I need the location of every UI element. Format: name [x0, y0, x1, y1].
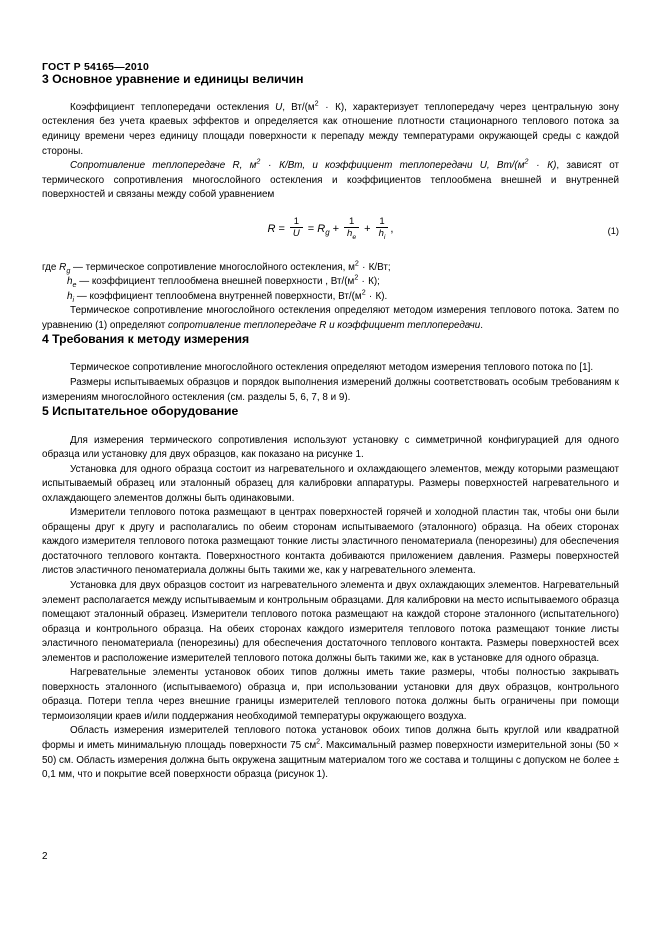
where-symbol: $R_g$ — [59, 261, 71, 275]
fraction-denominator: $h_i$ — [376, 227, 389, 240]
equation-plus-2: + — [364, 222, 371, 235]
where-definition: коэффициент теплообмена внешней поверхности , $Вт/(м^2 \cdot К)$; — [91, 273, 380, 288]
where-definition: коэффициент теплообмена внутренней поверхности, $Вт/(м^2 \cdot К)$. — [89, 288, 388, 302]
where-item-hi — [42, 290, 619, 304]
paragraph-5-1: Для измерения термического сопротивления используют установку с симметричной конфигурацией для одного образца или установку для двух образцов, как показано на рисунке 1. — [42, 434, 619, 461]
paragraph-5-3: Измерители теплового потока размещают в центрах поверхностей горячей и холодной пластин так, чтобы они были обращены друг к другу и располагались по обеим сторонам испытываемого (эталонного) образца. На обеих сторонах каждого измерителя теплового потока размещают тонкие листы эластичного пеноматериала (пенорезины) для обеспечения достаточного теплового контакта. Поверхностного контакта добиваются приложением давления. Размеры поверхностей листов эластичного пеноматериала должны быть такими же, как у нагревательного элемента. — [42, 507, 619, 577]
where-definition: термическое сопротивление многослойного остекления, $м^2 \cdot К/Вт$; — [85, 259, 391, 273]
fraction-one-over-hi — [376, 216, 389, 240]
equation-term-rg: $R_g$ — [317, 222, 330, 237]
where-dash: — — [76, 290, 87, 302]
paragraph-3-1: Коэффициент теплопередачи остекления U, $Вт/(м^2 \cdot К)$, характеризует теплопередачу через центральную зону остекления без учета краевых эффектов и определяется как отношение плотности стационарного теплового потока за единицу времени через единицу площади поверхности к перепаду между температурами окружающей среды с каждой стороны. — [42, 99, 619, 157]
paragraph-5-2: Установка для одного образца состоит из нагревательного и охлаждающего элементов, между которыми размещают испытываемый образец или эталонный образец для калибровки аппаратуры. Размеры поверхностей нагревательного и охлаждающего элементов должны быть одинаковыми. — [42, 463, 619, 504]
where-dash: — — [79, 276, 90, 288]
paragraph-4-2: Размеры испытываемых образцов и порядок выполнения измерений должны соответствовать особым требованиям к измерениям многослойного остекления (см. разделы 5, 6, 7, 8 и 9). — [42, 377, 619, 403]
where-item-rg — [42, 261, 619, 275]
paragraph-5-5: Нагревательные элементы установок обоих типов должны иметь такие размеры, чтобы полностью закрывать поверхность эталонного (испытываемого) образца и, при использовании установки для двух образцов, контрольного образца. Потери тепла через внешние границы измерителей теплового потока должны быть ограничены при помощи термоизоляции краев и/или поддержания необходимой температуры окружающего воздуха. — [42, 667, 619, 722]
fraction-one-over-he — [344, 216, 359, 240]
where-dash: — — [73, 261, 83, 273]
fraction-numerator: 1 — [293, 215, 299, 227]
paragraph-3-3: Термическое сопротивление многослойного остекления определяют методом измерения теплового потока. Затем по уравнению (1) определяют сопротивление теплопередаче R и коэффициент теплопередачи. — [42, 304, 619, 331]
fraction-denominator: U — [290, 227, 303, 240]
equation-block-1 — [42, 213, 619, 253]
paragraph-4-1: Термическое сопротивление многослойного остекления определяют методом измерения теплового потока по [1]. — [70, 362, 594, 374]
where-symbol: $h_e$ — [67, 276, 77, 290]
section-heading-4: 4 Требования к методу измерения — [42, 332, 250, 347]
fraction-numerator: 1 — [379, 215, 385, 227]
section-heading-3: 3 Основное уравнение и единицы величин — [42, 71, 304, 86]
document-header: ГОСТ Р 54165—2010 — [42, 61, 150, 73]
fraction-denominator: $h_e$ — [344, 227, 359, 240]
equation-trailing-comma: , — [390, 222, 394, 235]
where-definition-list — [42, 261, 619, 304]
fraction-numerator: 1 — [348, 215, 355, 227]
paragraph-5-4: Установка для двух образцов состоит из нагревательного элемента и двух охлаждающих элементов. Нагревательный элемент располагается между испытываемым и контрольным образцами. Для калибровки на место испытываемого образца помещают эталонный образец. Измерители теплового потока размещают на каждой стороне эталонного (испытательного) образца и контрольного образца. На обеих сторонах каждого измерителя теплового потока размещают тонкие листы эластичного пеноматериала (пенорезины) для обеспечения достаточного теплового контакта. Размеры поверхностей всех элементов и расположение измерителей теплового потока должны быть такими же, как в установке для одного образца. — [42, 580, 619, 664]
where-lead: где — [42, 261, 57, 273]
equation-equals-2: = — [307, 222, 315, 235]
where-symbol: $h_i$ — [67, 290, 75, 304]
section-heading-5: 5 Испытательное оборудование — [42, 404, 239, 419]
equation-number: (1) — [607, 225, 619, 236]
equation-expression — [42, 217, 619, 241]
equation-lhs: R — [267, 222, 276, 235]
page-content — [42, 0, 619, 783]
paragraph-5-6: Область измерения измерителей теплового потока установок обоих типов должна быть круглой или квадратной формы и иметь минимальную площадь поверхности 75 $см^2$. Максимальный размер поверхности измерительной зоны (50 × 50) см. Область измерения должна быть окружена защитным материалом того же состава и толщины с допуском не более ± 0,1 мм, что и покрытие всей поверхности образца (рисунок 1). — [42, 725, 619, 781]
where-item-he — [42, 275, 619, 289]
fraction-one-over-u — [290, 216, 303, 240]
page-number: 2 — [42, 851, 48, 862]
equation-equals-1: = — [278, 222, 285, 235]
equation-plus-1: + — [332, 222, 340, 235]
paragraph-3-2: Сопротивление теплопередаче R, $м^2 \cdot К/Вт$, и коэффициент теплопередачи U, $Вт/(м^2 \cdot К)$, зависят от термического сопротивления многослойного остекления и коэффициентов теплообмена внешней и внутренней поверхностей и связаны между собой уравнением — [42, 157, 619, 201]
